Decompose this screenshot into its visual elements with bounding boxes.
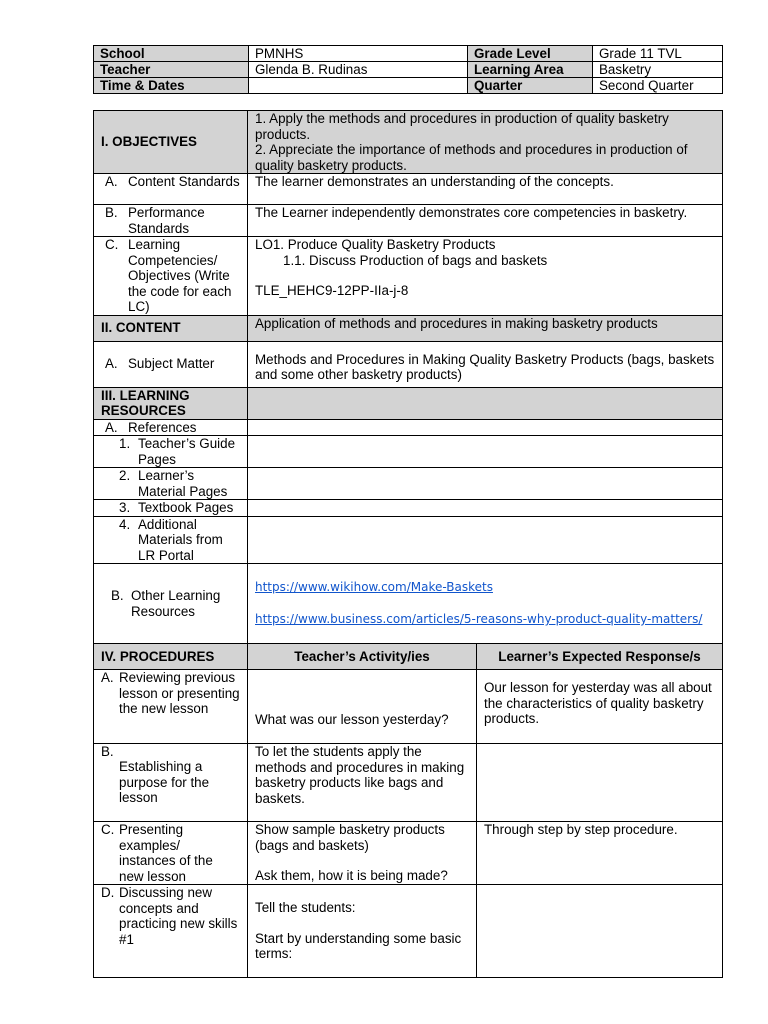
procedure-b-teacher: To let the students apply the methods and procedures in making basketry products like bags and baskets. [248, 744, 477, 822]
textbook-pages-value [248, 500, 723, 517]
learning-resources-value [248, 387, 723, 419]
procedure-a-learner: Our lesson for yesterday was all about the characteristics of quality basketry products. [477, 670, 723, 744]
objective-1: 1. Apply the methods and procedures in production of quality basketry products. [255, 111, 669, 142]
objectives-heading: I. OBJECTIVES [94, 111, 248, 174]
teachers-guide-value [248, 436, 723, 468]
procedure-c-teacher: Show sample basketry products (bags and baskets) Ask them, how it is being made? [248, 822, 477, 885]
learners-material-value [248, 468, 723, 500]
header-table [93, 45, 723, 94]
teachers-guide-label: 1. Teacher’s Guide Pages [94, 436, 248, 468]
performance-standards-label: B. Performance Standards [94, 205, 248, 237]
teacher-value: Glenda B. Rudinas [249, 62, 468, 78]
objective-2: 2. Appreciate the importance of methods and procedures in production of quality basketry products. [255, 142, 688, 173]
subject-matter-value: Methods and Procedures in Making Quality Basketry Products (bags, baskets and some other basketry products) [248, 341, 723, 387]
grade-level-label: Grade Level [468, 46, 593, 62]
school-value: PMNHS [249, 46, 468, 62]
learning-area-label: Learning Area [468, 62, 593, 78]
procedure-d-learner [477, 885, 723, 978]
procedure-a-teacher: What was our lesson yesterday? [248, 670, 477, 744]
other-resources-links [248, 564, 723, 644]
procedure-d-label: D. Discussing new concepts and practicing new skills #1 [94, 885, 248, 978]
content-standards-value: The learner demonstrates an understanding of the concepts. [248, 174, 723, 205]
learning-resources-heading: III. LEARNING RESOURCES [94, 387, 248, 419]
references-label: A. References [94, 419, 248, 436]
learners-material-label: 2. Learner’s Material Pages [94, 468, 248, 500]
subject-matter-label: A. Subject Matter [94, 341, 248, 387]
additional-materials-value [248, 516, 723, 564]
wikihow-link[interactable]: https://www.wikihow.com/Make-Baskets [255, 579, 493, 594]
procedure-a-label: A. Reviewing previous lesson or presenting the new lesson [94, 670, 248, 744]
content-value: Application of methods and procedures in making basketry products [248, 315, 723, 341]
quarter-label: Quarter [468, 78, 593, 94]
textbook-pages-label: 3. Textbook Pages [94, 500, 248, 517]
procedure-b-label: B. Establishing a purpose for the lesson [94, 744, 248, 822]
content-heading: II. CONTENT [94, 315, 248, 341]
business-link[interactable]: https://www.business.com/articles/5-reasons-why-product-quality-matters/ [255, 612, 703, 626]
content-standards-label: A. Content Standards [94, 174, 248, 205]
grade-level-value: Grade 11 TVL [593, 46, 723, 62]
lo-title: LO1. Produce Quality Basketry Products [255, 237, 496, 252]
lesson-plan-table [93, 110, 723, 978]
teacher-activity-header: Teacher’s Activity/ies [248, 644, 477, 670]
procedure-b-learner [477, 744, 723, 822]
learning-competencies-label: C. Learning Competencies/ Objectives (Write the code for each LC) [94, 237, 248, 316]
learner-response-header: Learner’s Expected Response/s [477, 644, 723, 670]
procedures-heading: IV. PROCEDURES [94, 644, 248, 670]
procedure-d-teacher: Tell the students: Start by understanding some basic terms: [248, 885, 477, 978]
learning-competencies-value [248, 237, 723, 316]
additional-materials-label: 4. Additional Materials from LR Portal [94, 516, 248, 564]
learning-area-value: Basketry [593, 62, 723, 78]
procedure-c-learner: Through step by step procedure. [477, 822, 723, 885]
quarter-value: Second Quarter [593, 78, 723, 94]
lc-code: TLE_HEHC9-12PP-IIa-j-8 [255, 283, 409, 298]
school-label: School [94, 46, 249, 62]
other-resources-label: B. Other Learning Resources [94, 564, 248, 644]
references-value [248, 419, 723, 436]
procedure-c-label: C. Presenting examples/ instances of the new lesson [94, 822, 248, 885]
objectives-text [248, 111, 723, 174]
teacher-label: Teacher [94, 62, 249, 78]
performance-standards-value: The Learner independently demonstrates core competencies in basketry. [248, 205, 723, 237]
time-dates-value [249, 78, 468, 94]
lo-subtopic: 1.1. Discuss Production of bags and baskets [283, 252, 548, 268]
time-dates-label: Time & Dates [94, 78, 249, 94]
